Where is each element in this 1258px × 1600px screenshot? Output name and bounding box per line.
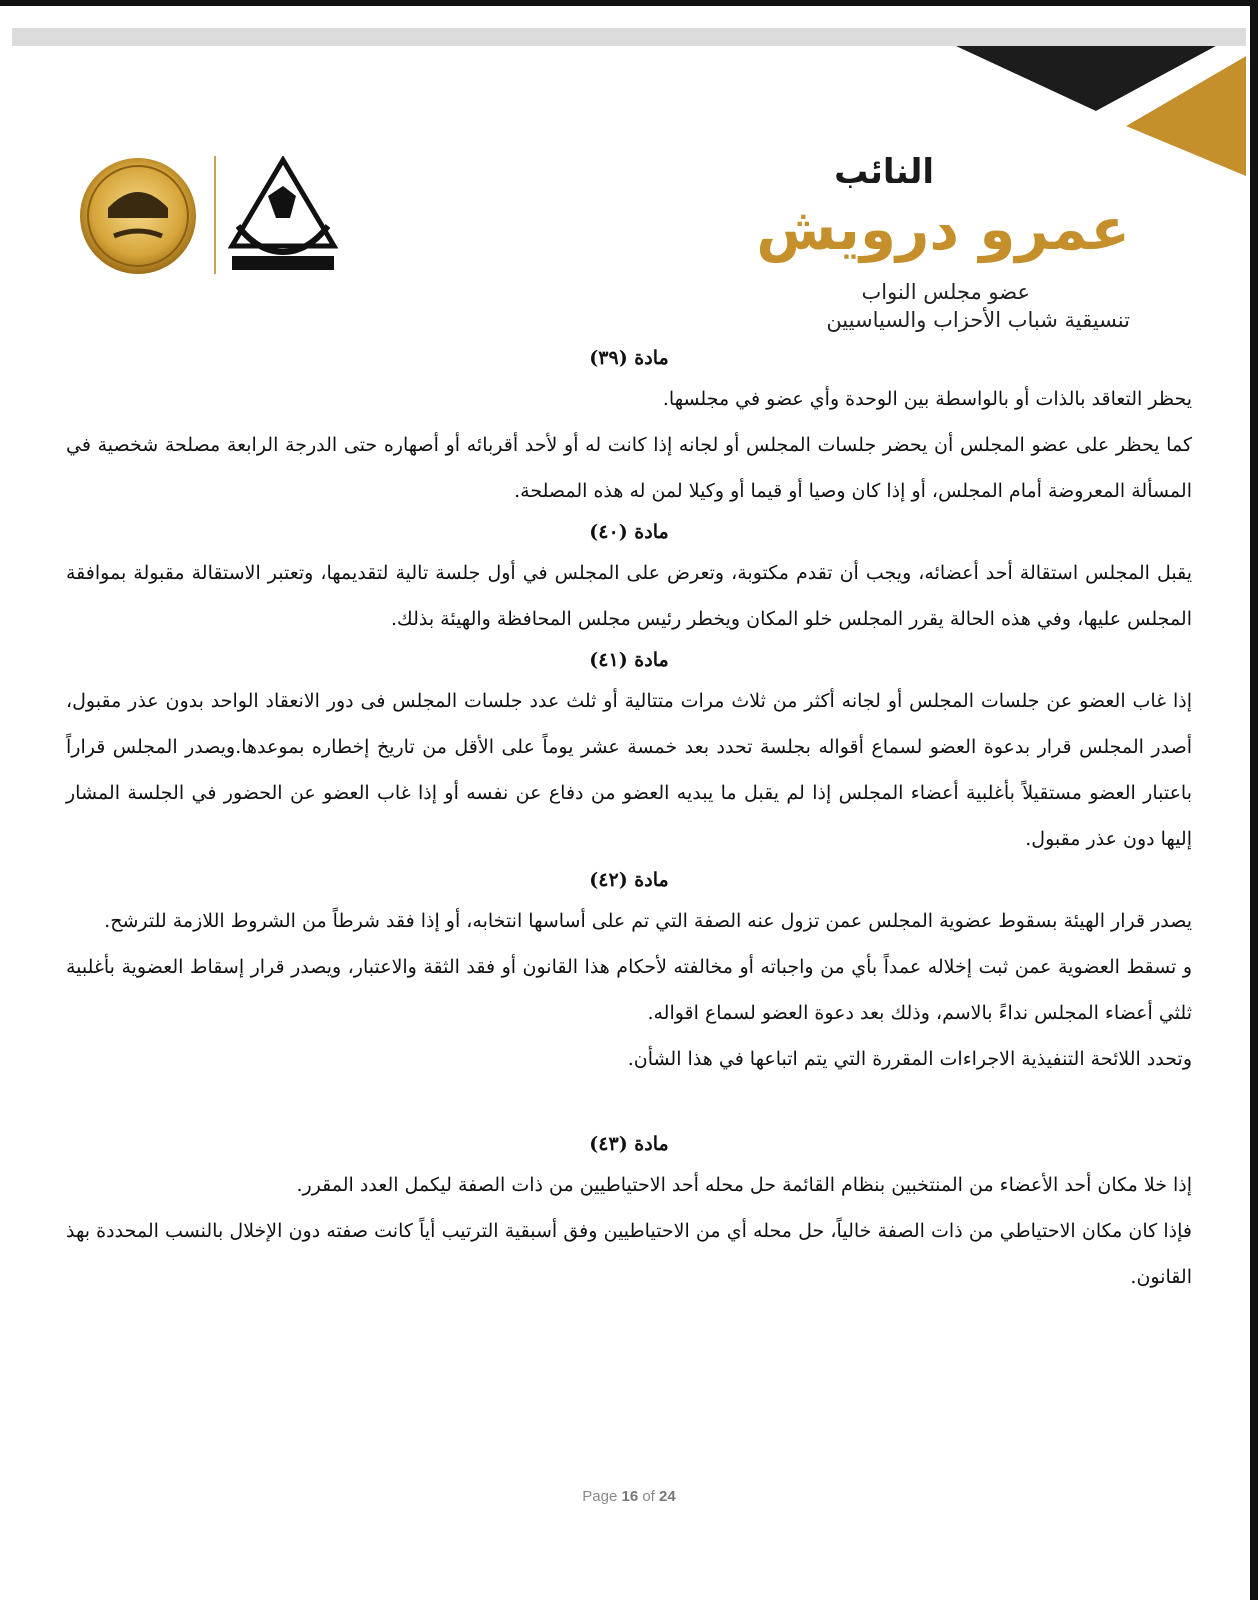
article-paragraph: إذا غاب العضو عن جلسات المجلس أو لجانه أكثر من ثلاث مرات متتالية أو ثلث عدد جلسات المجلس فى دور الانعقاد الواحد بدون عذر مقبول، أصدر المجلس قرار بدعوة العضو لسماع أقواله بجلسة تحدد بعد خمسة عشر يوماً على الأقل من تاريخ إخطاره بموعدها.ويصدر المجلس قراراً باعتبار العضو مستقيلاً بأغلبية أعضاء المجلس إذا لم يقبل ما يبديه العضو من دفاع عن نفسه أو إذا غاب العضو عن الحضور في الجلسة المشار إليها دون عذر مقبول. — [66, 690, 1192, 850]
top-scroll-bar — [12, 28, 1246, 46]
header-title-big: عمرو درويش — [756, 195, 1130, 263]
article-paragraph: فإذا كان مكان الاحتياطي من ذات الصفة خالياً، حل محله أي من الاحتياطيين وفق أسبقية الترتيب أياً كانت صفته دون الإخلال بالنسب المحددة بهذ القانون. — [66, 1220, 1192, 1288]
article-paragraph: يقبل المجلس استقالة أحد أعضائه، ويجب أن تقدم مكتوبة، وتعرض على المجلس في أول جلسة تالية لتقديمها، وتعتبر الاستقالة مقبولة بموافقة المجلس عليها، وفي هذه الحالة يقرر المجلس خلو المكان ويخطر رئيس مجلس المحافظة والهيئة بذلك. — [66, 562, 1192, 630]
article-title: مادة (٣٩) — [589, 347, 669, 369]
article-paragraph: وتحدد اللائحة التنفيذية الاجراءات المقررة التي يتم اتباعها في هذا الشأن. — [627, 1048, 1192, 1070]
youth-coordination-logo-icon — [228, 156, 338, 274]
article-paragraph: كما يحظر على عضو المجلس أن يحضر جلسات المجلس أو لجانه إذا كانت له أو لأحد أقربائه أو أصهاره حتى الدرجة الرابعة مصلحة شخصية في المسألة المعروضة أمام المجلس، أو إذا كان وصيا أو قيما أو وكيلا لمن له هذه المصلحة. — [66, 434, 1192, 502]
article-paragraph: إذا خلا مكان أحد الأعضاء من المنتخبين بنظام القائمة حل محله أحد الاحتياطيين من ذات الصفة ليكمل العدد المقرر. — [296, 1174, 1192, 1196]
logos-group — [78, 152, 348, 282]
footer-current-page: 16 — [621, 1488, 639, 1505]
footer-of: of — [642, 1488, 655, 1505]
article-title: مادة (٤١) — [589, 649, 669, 671]
page-footer — [0, 1488, 1258, 1505]
window-right-edge — [1250, 0, 1258, 1600]
article-title: مادة (٤٠) — [589, 521, 669, 543]
footer-total-pages: 24 — [659, 1488, 676, 1505]
header-title-small: النائب — [834, 152, 934, 192]
article-paragraph: يحظر التعاقد بالذات أو بالواسطة بين الوحدة وأي عضو في مجلسها. — [662, 388, 1192, 410]
article-paragraph: و تسقط العضوية عمن ثبت إخلاله عمداً بأي من واجباته أو مخالفته لأحكام هذا القانون أو فقد الثقة والاعتبار، ويصدر قرار إسقاط العضوية بأغلبية ثلثي أعضاء المجلس نداءً بالاسم، وذلك بعد دعوة العضو لسماع اقواله. — [66, 956, 1192, 1024]
footer-prefix: Page — [582, 1488, 618, 1505]
logo-divider — [214, 156, 216, 274]
header-name-block — [710, 150, 1130, 334]
document-body — [66, 340, 1192, 1300]
article-title: مادة (٤٢) — [589, 869, 669, 891]
header-subtitle-1: عضو مجلس النواب — [861, 280, 1030, 304]
article-paragraph: يصدر قرار الهيئة بسقوط عضوية المجلس عمن تزول عنه الصفة التي تم على أساسها انتخابه، أو إذا فقد شرطاً من الشروط اللازمة للترشح. — [104, 910, 1192, 932]
window-top-edge — [0, 0, 1258, 6]
header-subtitle-2: تنسيقية شباب الأحزاب والسياسيين — [826, 308, 1130, 332]
spacer — [66, 1082, 1192, 1126]
article-title: مادة (٤٣) — [589, 1133, 669, 1155]
parliament-seal-icon — [78, 156, 198, 276]
